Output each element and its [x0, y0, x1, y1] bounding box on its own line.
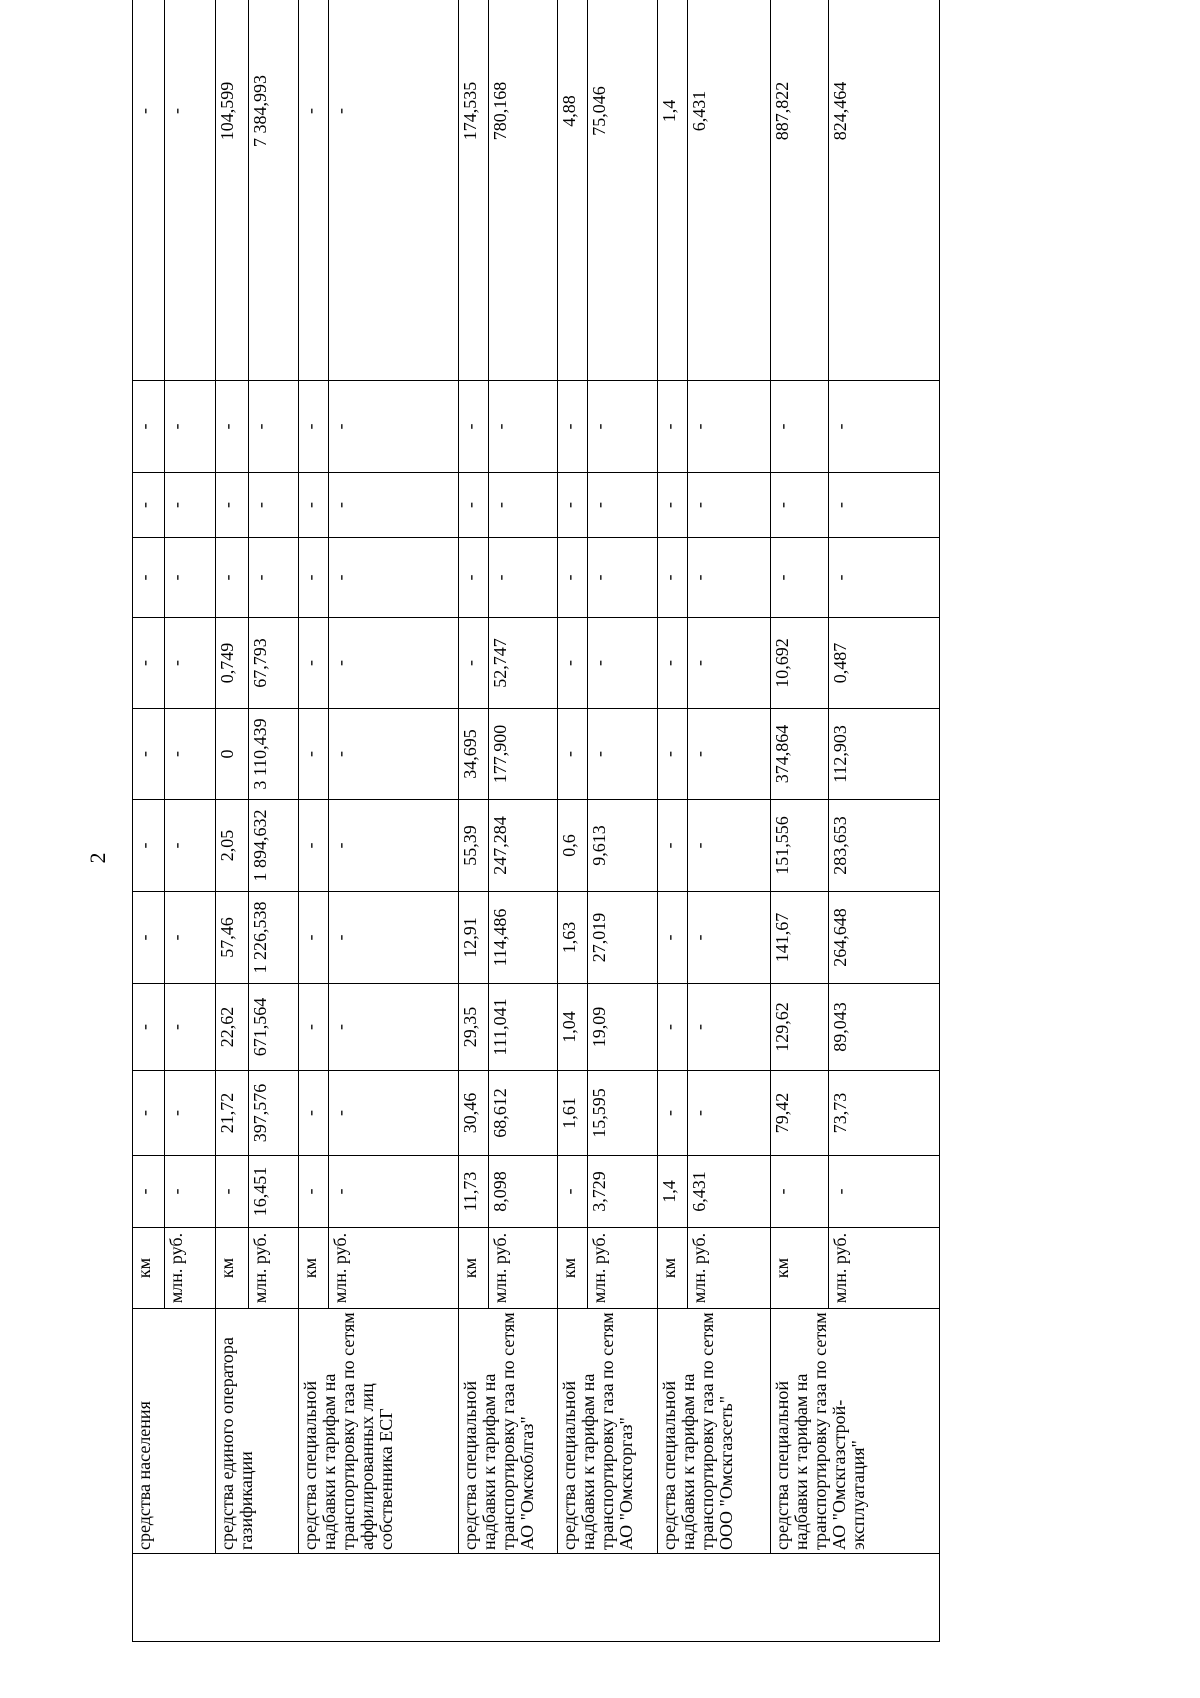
value-cell: -: [558, 381, 588, 473]
value-cell: 177,900: [489, 709, 558, 800]
unit-cell: км: [657, 1228, 687, 1309]
empty-cell: [558, 1554, 657, 1642]
value-cell: 22,62: [216, 984, 248, 1071]
value-cell: -: [299, 618, 329, 709]
value-cell: 1,61: [558, 1071, 588, 1156]
unit-cell: млн. руб.: [329, 1228, 458, 1309]
value-cell: -: [165, 892, 216, 984]
value-cell: -: [687, 538, 770, 618]
table-row: [216, 0, 248, 1642]
value-cell: 6,431: [687, 0, 770, 381]
value-cell: -: [329, 538, 458, 618]
value-cell: -: [133, 892, 165, 984]
funding-source-cell: средства специальной надбавки к тарифам на транспортировку газа по сетям АО "Омскоблгаз": [458, 1309, 557, 1554]
value-cell: -: [299, 709, 329, 800]
value-cell: -: [216, 1156, 248, 1228]
value-cell: 9,613: [588, 800, 657, 892]
value-cell: -: [828, 538, 939, 618]
value-cell: -: [165, 984, 216, 1071]
value-cell: -: [657, 800, 687, 892]
value-cell: -: [558, 473, 588, 538]
value-cell: -: [299, 892, 329, 984]
table-row: [657, 0, 687, 1642]
value-cell: -: [329, 381, 458, 473]
value-cell: 21,72: [216, 1071, 248, 1156]
value-cell: -: [165, 1156, 216, 1228]
value-cell: 283,653: [828, 800, 939, 892]
value-cell: 67,793: [248, 618, 299, 709]
value-cell: -: [657, 618, 687, 709]
value-cell: -: [299, 984, 329, 1071]
value-cell: -: [248, 538, 299, 618]
value-cell: -: [687, 1071, 770, 1156]
unit-cell: км: [771, 1228, 829, 1309]
funding-source-cell: средства специальной надбавки к тарифам на транспортировку газа по сетям ООО "Омскгазсеть": [657, 1309, 770, 1554]
table-row: [458, 0, 488, 1642]
value-cell: -: [687, 800, 770, 892]
value-cell: -: [657, 1071, 687, 1156]
unit-cell: км: [216, 1228, 248, 1309]
value-cell: -: [489, 473, 558, 538]
value-cell: -: [216, 473, 248, 538]
value-cell: -: [133, 800, 165, 892]
value-cell: 4,88: [558, 0, 588, 381]
value-cell: 2,05: [216, 800, 248, 892]
value-cell: -: [216, 538, 248, 618]
value-cell: -: [248, 473, 299, 538]
value-cell: -: [299, 381, 329, 473]
value-cell: -: [687, 984, 770, 1071]
value-cell: -: [133, 0, 165, 381]
value-cell: 3 110,439: [248, 709, 299, 800]
value-cell: -: [165, 538, 216, 618]
unit-cell: км: [133, 1228, 165, 1309]
value-cell: -: [458, 538, 488, 618]
value-cell: -: [771, 473, 829, 538]
value-cell: 15,595: [588, 1071, 657, 1156]
value-cell: -: [458, 473, 488, 538]
value-cell: -: [165, 473, 216, 538]
value-cell: -: [329, 800, 458, 892]
value-cell: 10,692: [771, 618, 829, 709]
unit-cell: млн. руб.: [489, 1228, 558, 1309]
value-cell: -: [329, 1156, 458, 1228]
funding-table: [132, 0, 940, 1642]
value-cell: -: [558, 538, 588, 618]
value-cell: -: [329, 984, 458, 1071]
value-cell: -: [687, 618, 770, 709]
empty-cell: [771, 1554, 940, 1642]
empty-cell: [299, 1554, 459, 1642]
funding-source-cell: средства единого оператора газификации: [216, 1309, 299, 1554]
value-cell: -: [828, 1156, 939, 1228]
value-cell: 1 894,632: [248, 800, 299, 892]
value-cell: 30,46: [458, 1071, 488, 1156]
value-cell: -: [299, 800, 329, 892]
value-cell: -: [657, 892, 687, 984]
value-cell: -: [329, 709, 458, 800]
value-cell: 174,535: [458, 0, 488, 381]
empty-cell: [133, 1554, 216, 1642]
value-cell: -: [133, 381, 165, 473]
unit-cell: млн. руб.: [248, 1228, 299, 1309]
unit-cell: км: [299, 1228, 329, 1309]
value-cell: 887,822: [771, 0, 829, 381]
value-cell: 3,729: [588, 1156, 657, 1228]
value-cell: -: [657, 381, 687, 473]
empty-cell: [657, 1554, 770, 1642]
unit-cell: млн. руб.: [828, 1228, 939, 1309]
value-cell: -: [329, 618, 458, 709]
value-cell: -: [165, 381, 216, 473]
value-cell: 68,612: [489, 1071, 558, 1156]
value-cell: 0,749: [216, 618, 248, 709]
value-cell: -: [299, 473, 329, 538]
value-cell: -: [558, 709, 588, 800]
value-cell: -: [588, 709, 657, 800]
value-cell: 1,04: [558, 984, 588, 1071]
value-cell: 55,39: [458, 800, 488, 892]
value-cell: -: [657, 473, 687, 538]
value-cell: -: [248, 381, 299, 473]
value-cell: -: [588, 381, 657, 473]
empty-cell: [458, 1554, 557, 1642]
value-cell: 824,464: [828, 0, 939, 381]
value-cell: -: [165, 1071, 216, 1156]
value-cell: 8,098: [489, 1156, 558, 1228]
value-cell: 374,864: [771, 709, 829, 800]
value-cell: 1,4: [657, 1156, 687, 1228]
value-cell: 104,599: [216, 0, 248, 381]
value-cell: 111,041: [489, 984, 558, 1071]
value-cell: 52,747: [489, 618, 558, 709]
value-cell: -: [133, 473, 165, 538]
empty-cell: [216, 1554, 299, 1642]
value-cell: -: [489, 538, 558, 618]
value-cell: -: [299, 1156, 329, 1228]
value-cell: 780,168: [489, 0, 558, 381]
value-cell: -: [657, 984, 687, 1071]
value-cell: -: [687, 473, 770, 538]
value-cell: -: [329, 473, 458, 538]
value-cell: 0: [216, 709, 248, 800]
value-cell: -: [299, 0, 329, 381]
value-cell: 114,486: [489, 892, 558, 984]
value-cell: -: [771, 538, 829, 618]
value-cell: 397,576: [248, 1071, 299, 1156]
value-cell: 1 226,538: [248, 892, 299, 984]
unit-cell: млн. руб.: [588, 1228, 657, 1309]
value-cell: -: [133, 984, 165, 1071]
value-cell: 264,648: [828, 892, 939, 984]
value-cell: -: [558, 618, 588, 709]
value-cell: -: [133, 709, 165, 800]
value-cell: -: [133, 538, 165, 618]
value-cell: -: [588, 618, 657, 709]
value-cell: -: [165, 709, 216, 800]
value-cell: -: [329, 0, 458, 381]
value-cell: -: [165, 618, 216, 709]
value-cell: -: [299, 538, 329, 618]
value-cell: -: [165, 0, 216, 381]
value-cell: 0,487: [828, 618, 939, 709]
value-cell: 89,043: [828, 984, 939, 1071]
value-cell: 29,35: [458, 984, 488, 1071]
value-cell: 151,556: [771, 800, 829, 892]
value-cell: 79,42: [771, 1071, 829, 1156]
funding-source-cell: средства специальной надбавки к тарифам на транспортировку газа по сетям АО "Омскгоргаз": [558, 1309, 657, 1554]
value-cell: 57,46: [216, 892, 248, 984]
unit-cell: млн. руб.: [687, 1228, 770, 1309]
value-cell: 129,62: [771, 984, 829, 1071]
value-cell: 112,903: [828, 709, 939, 800]
value-cell: 16,451: [248, 1156, 299, 1228]
value-cell: -: [458, 618, 488, 709]
value-cell: 19,09: [588, 984, 657, 1071]
value-cell: -: [771, 1156, 829, 1228]
value-cell: -: [489, 381, 558, 473]
value-cell: -: [165, 800, 216, 892]
value-cell: 1,63: [558, 892, 588, 984]
value-cell: -: [458, 381, 488, 473]
value-cell: -: [771, 381, 829, 473]
value-cell: -: [828, 473, 939, 538]
value-cell: 247,284: [489, 800, 558, 892]
value-cell: -: [299, 1071, 329, 1156]
value-cell: 6,431: [687, 1156, 770, 1228]
value-cell: 73,73: [828, 1071, 939, 1156]
rotated-table-container: [132, 42, 940, 1642]
unit-cell: км: [458, 1228, 488, 1309]
value-cell: -: [133, 618, 165, 709]
value-cell: -: [657, 709, 687, 800]
value-cell: 34,695: [458, 709, 488, 800]
value-cell: 0,6: [558, 800, 588, 892]
value-cell: 1,4: [657, 0, 687, 381]
value-cell: -: [687, 381, 770, 473]
unit-cell: млн. руб.: [165, 1228, 216, 1309]
value-cell: -: [329, 1071, 458, 1156]
value-cell: -: [828, 381, 939, 473]
value-cell: 7 384,993: [248, 0, 299, 381]
value-cell: 141,67: [771, 892, 829, 984]
value-cell: -: [687, 709, 770, 800]
table-row: [299, 0, 329, 1642]
value-cell: -: [133, 1156, 165, 1228]
value-cell: -: [329, 892, 458, 984]
value-cell: -: [687, 892, 770, 984]
value-cell: 11,73: [458, 1156, 488, 1228]
value-cell: 27,019: [588, 892, 657, 984]
value-cell: -: [588, 473, 657, 538]
value-cell: 12,91: [458, 892, 488, 984]
page-number: 2: [85, 852, 110, 864]
funding-source-cell: средства специальной надбавки к тарифам на транспортировку газа по сетям аффилированных лиц собственника ЕСГ: [299, 1309, 459, 1554]
funding-source-cell: средства населения: [133, 1309, 216, 1554]
value-cell: -: [588, 538, 657, 618]
value-cell: -: [216, 381, 248, 473]
funding-source-cell: средства специальной надбавки к тарифам на транспортировку газа по сетям АО "Омскгазстрой-эксплуатация": [771, 1309, 940, 1554]
unit-cell: км: [558, 1228, 588, 1309]
value-cell: -: [657, 538, 687, 618]
value-cell: 75,046: [588, 0, 657, 381]
table-row: [133, 0, 165, 1642]
value-cell: 671,564: [248, 984, 299, 1071]
value-cell: -: [133, 1071, 165, 1156]
table-row: [558, 0, 588, 1642]
value-cell: -: [558, 1156, 588, 1228]
table-row: [771, 0, 829, 1642]
